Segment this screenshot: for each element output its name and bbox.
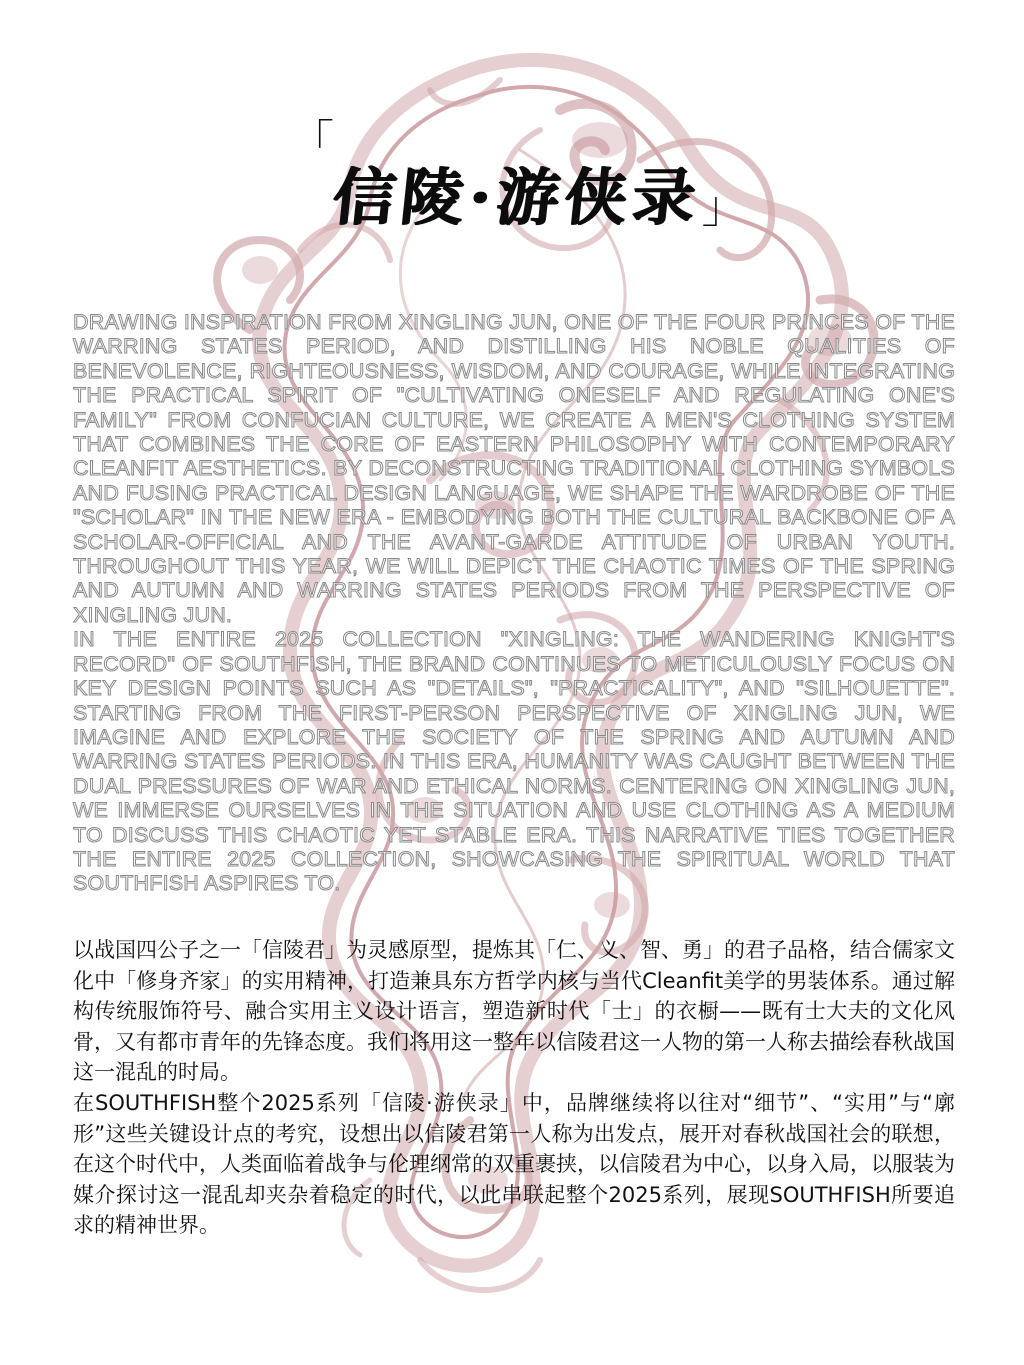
title-calligraphy: 信陵·游侠录 <box>329 161 705 234</box>
chinese-paragraph-2: 在SOUTHFISH整个2025系列「信陵·游侠录」中，品牌继续将以往对“细节”、“实用”与“廓形”这些关键设计点的考究，设想出以信陵君第一人称为出发点，展开对春秋战国社会的联想，在这个时代中，人类面临着战争与伦理纲常的双重裹挟，以信陵君为中心，以身入局，以服装为媒介探讨这一混乱却夹杂着稳定的时代，以此串联起整个2025系列，展现SOUTHFISH所要追求的精神世界。 <box>73 1090 955 1238</box>
english-paragraph-2: IN THE ENTIRE 2025 COLLECTION "XINGLING: THE WANDERING KNIGHT'S RECORD" OF SOUTHFISH, THE BRAND CONTINUES TO METICULOUSLY FOCUS ON KEY DESIGN POINTS SUCH AS "DETAILS", "PRACTICALITY", AND "SILHOUETTE". STARTING FROM THE FIRST-PERSON PERSPECTIVE OF XINGLING JUN, WE IMAGINE AND EXPLORE THE SOCIETY OF THE SPRING AND AUTUMN AND WARRING STATES PERIODS. IN THIS ERA, HUMANITY WAS CAUGHT BETWEEN THE DUAL PRESSURES OF WAR AND ETHICAL NORMS. CENTERING ON XINGLING JUN, WE IMMERSE OURSELVES IN THE SITUATION AND USE CLOTHING AS A MEDIUM TO DISCUSS THIS CHAOTIC YET STABLE ERA. THIS NARRATIVE TIES TOGETHER THE ENTIRE 2025 COLLECTION, SHOWCASING THE SPIRITUAL WORLD THAT SOUTHFISH ASPIRES TO. <box>73 627 955 896</box>
chinese-paragraph-1: 以战国四公子之一「信陵君」为灵感原型，提炼其「仁、义、智、勇」的君子品格，结合儒家文化中「修身齐家」的实用精神，打造兼具东方哲学内核与当代Cleanfit美学的男装体系。通过解构传统服饰符号、融合实用主义设计语言，塑造新时代「士」的衣橱——既有士大夫的文化风骨，又有都市青年的先锋态度。我们将用这一整年以信陵君这一人物的第一人称去描绘春秋战国这一混乱的时局。 <box>73 938 955 1085</box>
english-paragraph-1: DRAWING INSPIRATION FROM XINGLING JUN, ONE OF THE FOUR PRINCES OF THE WARRING STATES PERIOD, AND DISTILLING HIS NOBLE QUALITIES OF BENEVOLENCE, RIGHTEOUSNESS, WISDOM, AND COURAGE, WHILE INTEGRATING THE PRACTICAL SPIRIT OF "CULTIVATING ONESELF AND REGULATING ONE'S FAMILY" FROM CONFUCIAN CULTURE, WE CREATE A MEN'S CLOTHING SYSTEM THAT COMBINES THE CORE OF EASTERN PHILOSOPHY WITH CONTEMPORARY CLEANFIT AESTHETICS. BY DECONSTRUCTING TRADITIONAL CLOTHING SYMBOLS AND FUSING PRACTICAL DESIGN LANGUAGE, WE SHAPE THE WARDROBE OF THE "SCHOLAR" IN THE NEW ERA - EMBODYING BOTH THE CULTURAL BACKBONE OF A SCHOLAR-OFFICIAL AND THE AVANT-GARDE ATTITUDE OF URBAN YOUTH. THROUGHOUT THIS YEAR, WE WILL DEPICT THE CHAOTIC TIMES OF THE SPRING AND AUTUMN AND WARRING STATES PERIODS FROM THE PERSPECTIVE OF XINGLING JUN. <box>73 310 955 627</box>
title-open-bracket: 「 <box>290 116 334 167</box>
english-description <box>73 310 955 896</box>
chinese-description <box>73 935 955 1241</box>
title-close-bracket: 」 <box>701 182 746 233</box>
collection-title <box>290 116 750 234</box>
